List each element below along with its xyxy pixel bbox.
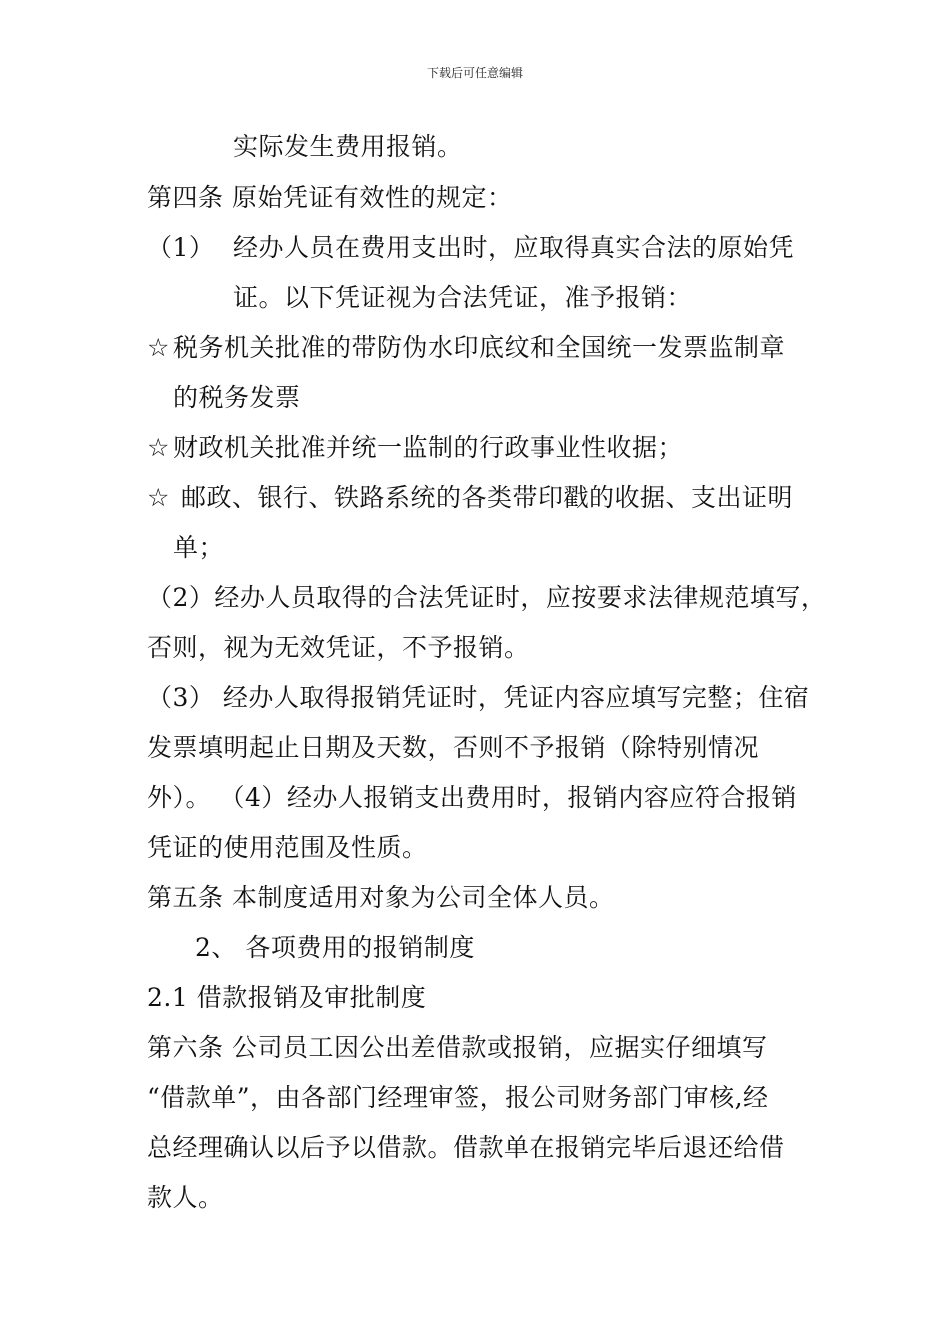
star-icon: ☆ [147,333,170,362]
paragraph-line: 的税务发票 [173,383,301,412]
paragraph-line: 否则，视为无效凭证，不予报销。 [147,633,530,662]
paragraph-line: 发票填明起止日期及天数，否则不予报销（除特别情况 [147,733,760,762]
article-four-heading: 第四条 原始凭证有效性的规定： [147,183,513,212]
bullet-text: 财政机关批准并统一监制的行政事业性收据； [173,433,684,462]
section-heading: 2、 各项费用的报销制度 [195,933,475,962]
paragraph-line: 总经理确认以后予以借款。借款单在报销完毕后退还给借 [147,1133,785,1162]
paragraph-line: （3） 经办人取得报销凭证时，凭证内容应填写完整；住宿 [147,683,810,712]
paragraph-line: 凭证的使用范围及性质。 [147,833,428,862]
item-marker: （1） [147,233,215,262]
bullet-item [147,333,785,363]
subsection-heading: 2.1 借款报销及审批制度 [147,983,427,1012]
star-icon: ☆ [147,433,170,462]
bullet-item [147,483,793,513]
paragraph-line: 证。以下凭证视为合法凭证，准予报销： [233,283,693,312]
paragraph-line: 单； [173,533,225,562]
star-icon: ☆ [147,483,170,512]
bullet-item [147,433,683,463]
bullet-text: 税务机关批准的带防伪水印底纹和全国统一发票监制章 [173,333,786,362]
page-header: 下载后可任意编辑 [426,66,523,80]
bullet-text: 邮政、银行、铁路系统的各类带印戳的收据、支出证明 [181,483,794,512]
paragraph-line: 实际发生费用报销。 [233,132,463,161]
article-five-heading: 第五条 本制度适用对象为公司全体人员。 [147,883,615,912]
paragraph-line: 第六条 公司员工因公出差借款或报销，应据实仔细填写 [147,1033,768,1062]
paragraph-line: 款人。 [147,1183,224,1212]
paragraph-line: （2）经办人员取得的合法凭证时，应按要求法律规范填写， [147,583,827,612]
paragraph-line: 经办人员在费用支出时，应取得真实合法的原始凭 [233,233,795,262]
paragraph-line: “借款单”，由各部门经理审签，报公司财务部门审核,经 [147,1083,769,1112]
paragraph-line: 外）。 （4）经办人报销支出费用时，报销内容应符合报销 [147,783,797,812]
